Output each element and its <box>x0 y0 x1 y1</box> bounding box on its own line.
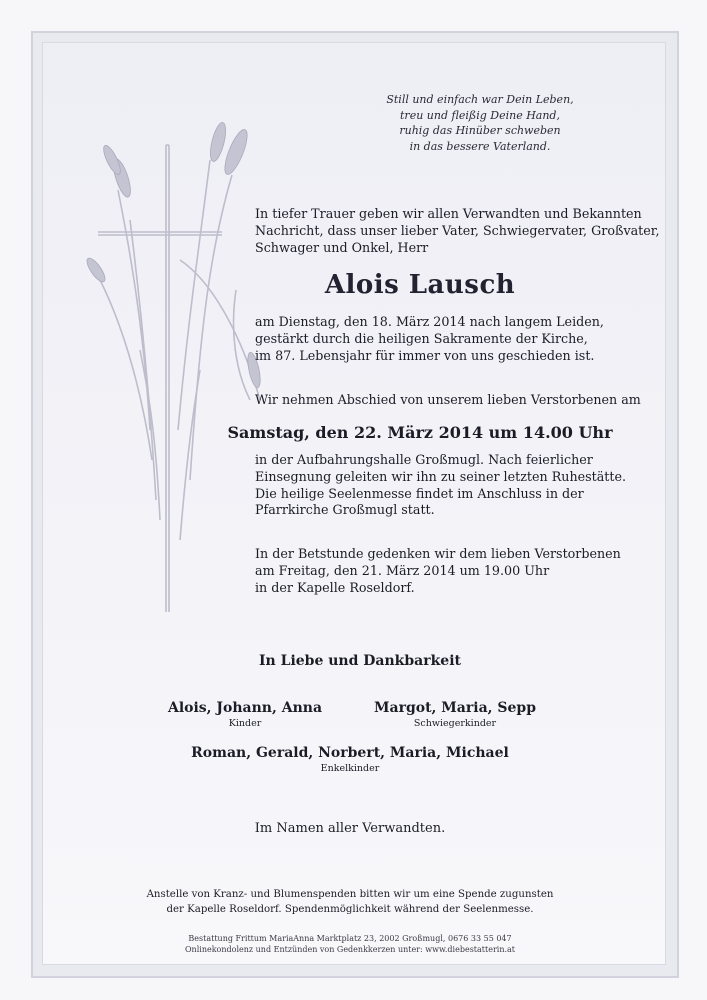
donation-line: der Kapelle Roseldorf. Spendenmöglichkeit während der Seelenmesse. <box>166 904 534 915</box>
footer-line: Bestattung Frittum MariaAnna Marktplatz 23, 2002 Großmugl, 0676 33 55 047 <box>188 934 512 943</box>
mourner-names: Roman, Gerald, Norbert, Maria, Michael <box>191 745 509 761</box>
ceremony-line: in der Aufbahrungshalle Großmugl. Nach feierlicher <box>255 452 593 467</box>
poem-line: treu und fleißig Deine Hand, <box>400 108 560 122</box>
mourner-group-schwiegerkinder <box>355 700 555 729</box>
death-notice-line: am Dienstag, den 18. März 2014 nach langem Leiden, <box>255 314 604 329</box>
ceremony-line: Die heilige Seelenmesse findet im Anschluss in der <box>255 485 584 501</box>
ceremony-line: Pfarrkirche Großmugl statt. <box>255 502 435 518</box>
mourner-names: Margot, Maria, Sepp <box>374 700 536 716</box>
mourner-relation: Schwiegerkinder <box>413 718 497 729</box>
death-notice-line: im 87. Lebensjahr für immer von uns geschieden ist. <box>255 347 595 363</box>
memorial-poem <box>370 92 590 154</box>
mourner-relation: Enkelkinder <box>320 763 380 774</box>
prayer-line: am Freitag, den 21. März 2014 um 19.00 Uhr <box>255 562 550 578</box>
dankbarkeit-heading: In Liebe und Dankbarkeit <box>259 653 461 669</box>
prayer-line: In der Betstunde gedenken wir dem lieben Verstorbenen <box>255 546 621 561</box>
mourner-names: Alois, Johann, Anna <box>167 700 323 716</box>
farewell-text: Wir nehmen Abschied von unserem lieben Verstorbenen am <box>255 392 641 407</box>
intro-line: In tiefer Trauer geben wir allen Verwandten und Bekannten <box>255 206 642 221</box>
mourner-relation: Kinder <box>228 718 262 729</box>
ceremony-line: Einsegnung geleiten wir ihn zu seiner letzten Ruhestätte. <box>255 468 627 484</box>
intro-paragraph <box>255 206 660 256</box>
mourner-group-enkelkinder <box>180 745 520 774</box>
intro-line: Nachricht, dass unser lieber Vater, Schwiegervater, Großvater, <box>255 222 660 238</box>
death-notice-paragraph <box>255 314 604 364</box>
footer-line: Onlinekondolenz und Entzünden von Gedenkkerzen unter: www.diebestatterin.at <box>184 945 516 954</box>
intro-line: Schwager und Onkel, Herr <box>255 239 429 255</box>
closing-line: Im Namen aller Verwandten. <box>254 821 446 836</box>
death-notice-line: gestärkt durch die heiligen Sakramente der Kirche, <box>255 330 588 346</box>
undertaker-footer <box>140 933 560 955</box>
poem-line: ruhig das Hinüber schweben <box>399 124 561 137</box>
donation-notice <box>120 887 580 917</box>
mourner-group-kinder <box>150 700 340 729</box>
prayer-line: in der Kapelle Roseldorf. <box>255 579 415 595</box>
funeral-date: Samstag, den 22. März 2014 um 14.00 Uhr <box>227 423 613 442</box>
prayer-paragraph <box>255 546 621 596</box>
donation-line: Anstelle von Kranz- und Blumenspenden bitten wir um eine Spende zugunsten <box>146 889 554 900</box>
poem-line: in das bessere Vaterland. <box>409 139 551 153</box>
deceased-name: Alois Lausch <box>324 270 516 300</box>
ceremony-paragraph <box>255 452 626 519</box>
poem-line: Still und einfach war Dein Leben, <box>386 93 574 106</box>
